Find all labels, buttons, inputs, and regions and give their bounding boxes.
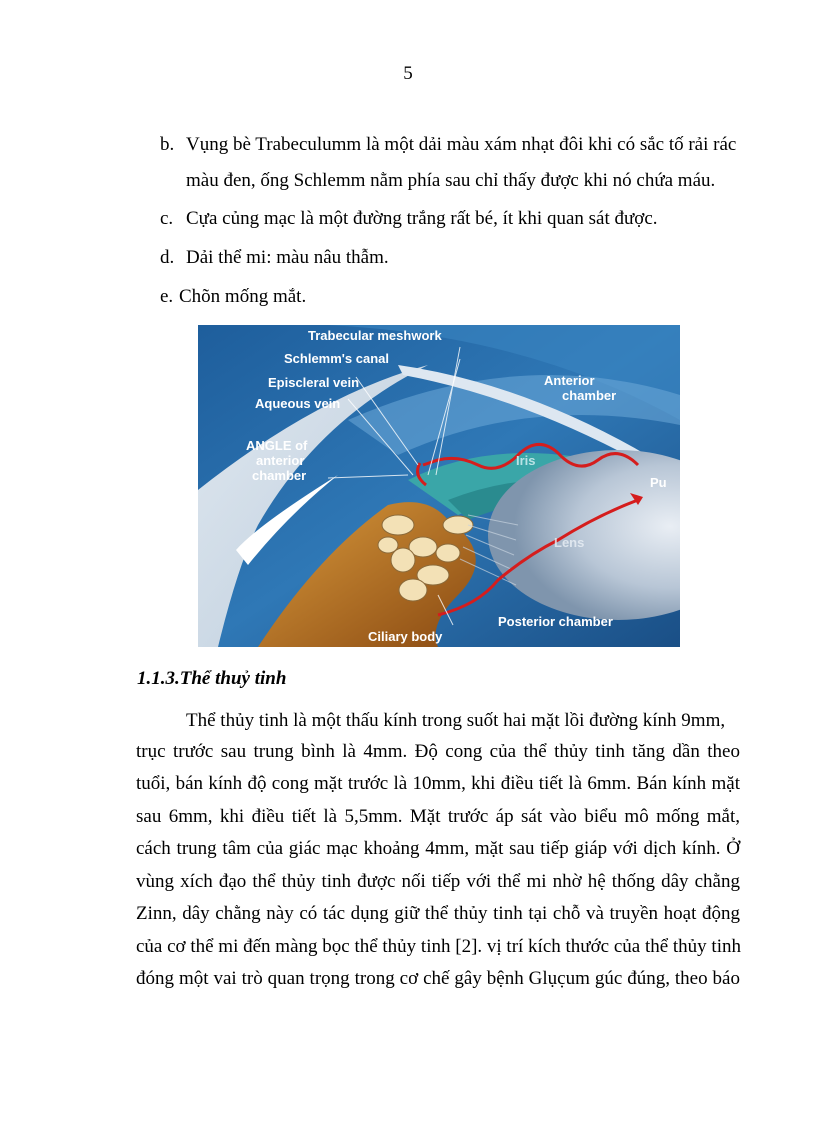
paragraph-line-1: Thể thủy tinh là một thấu kính trong suốt hai mặt lồi đường kính 9mm,	[186, 710, 726, 731]
label-aqueous-vein: Aqueous vein	[255, 396, 341, 411]
paragraph-line-2: trục trước sau trung bình là 4mm. Độ cong của thể thủy tinh tăng dần theo	[136, 741, 740, 762]
label-iris: Iris	[516, 453, 536, 468]
list-item-e-line-1: Chõn mống mắt.	[179, 286, 307, 307]
paragraph-line-9: đóng một vai trò quan trọng trong cơ chế gây bệnh Glục̣um gúc đúng, theo báo	[136, 968, 740, 989]
paragraph-line-3: tuổi, bán kính độ cong mặt trước là 10mm, khi điều tiết là 6mm. Bán kính mặt	[136, 773, 740, 794]
page-number: 5	[403, 63, 413, 84]
list-item-d-line-1: Dải thể mi: màu nâu thẫm.	[186, 247, 389, 268]
paragraph-line-8: của cơ thể mi đến màng bọc thể thủy tinh [2]. vị trí kích thước của thể thủy tinh	[136, 936, 741, 957]
paragraph-line-4: sau 6mm, khi điều tiết là 5,5mm. Mặt trước áp sát vào biểu mô mống mắt,	[136, 806, 740, 827]
label-angle-line-2: anterior	[256, 453, 305, 468]
list-marker-b: b.	[160, 134, 175, 155]
label-anterior-chamber-line-1: Anterior	[544, 373, 595, 388]
eye-anatomy-illustration	[198, 325, 680, 647]
label-angle-line-3: chamber	[252, 468, 307, 483]
label-schlemms-canal: Schlemm's canal	[284, 351, 389, 366]
list-item-c-line-1: Cựa củng mạc là một đường trắng rất bé, ít khi quan sát được.	[186, 208, 658, 229]
list-item-b-line-2: màu đen, ống Schlemm nằm phía sau chỉ thấy được khi nó chứa máu.	[186, 170, 716, 191]
label-lens: Lens	[554, 535, 585, 550]
label-pupil: Pu	[650, 475, 667, 490]
list-marker-c: c.	[160, 208, 174, 229]
label-anterior-chamber-line-2: chamber	[562, 388, 617, 403]
eye-anatomy-figure	[198, 325, 680, 647]
paragraph-line-7: Zinn, dây chằng này có tác dụng giữ thể thủy tinh tại chỗ và truyền hoạt động	[136, 903, 740, 924]
label-trabecular-meshwork: Trabecular meshwork	[308, 328, 442, 343]
paragraph-line-5: cách trung tâm của giác mạc khoảng 4mm, mặt sau tiếp giáp với dịch kính. Ở	[136, 838, 740, 859]
list-marker-d: d.	[160, 247, 175, 268]
section-heading: 1.1.3.Thể thuỷ tinh	[137, 668, 287, 689]
label-episcleral-vein: Episcleral vein	[268, 375, 360, 390]
label-posterior-chamber: Posterior chamber	[498, 614, 613, 629]
list-marker-e: e.	[160, 286, 174, 307]
label-ciliary-body: Ciliary body	[368, 629, 443, 644]
paragraph-line-6: vùng xích đạo thể thủy tinh được nối tiếp với thể mi nhờ hệ thống dây chằng	[136, 871, 740, 892]
list-item-b-line-1: Vụng bè Trabeculumm là một dải màu xám nhạt đôi khi có sắc tố rải rác	[186, 134, 737, 155]
label-angle-line-1: ANGLE of	[246, 438, 308, 453]
